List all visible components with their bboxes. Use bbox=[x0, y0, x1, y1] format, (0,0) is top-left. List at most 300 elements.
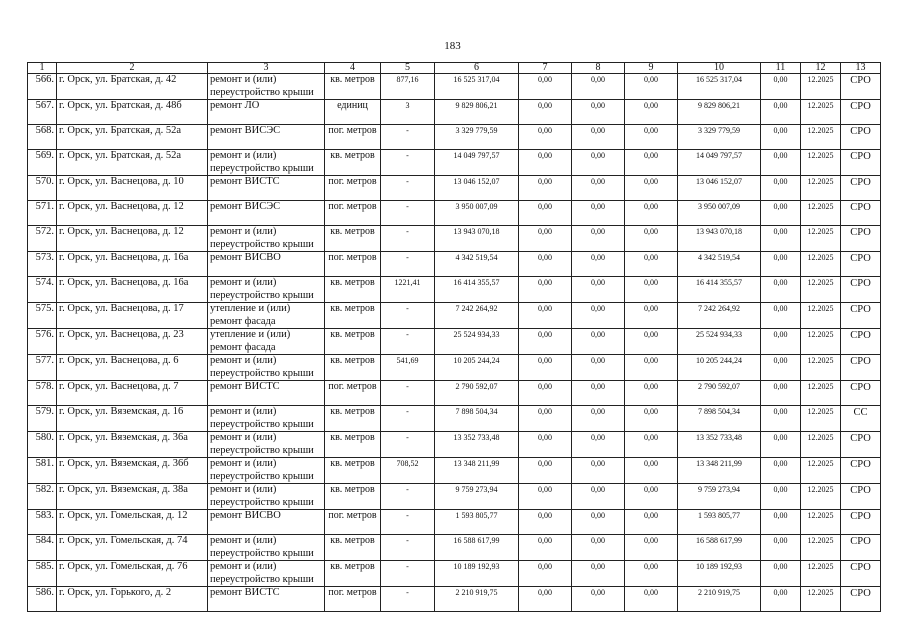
method-cell: СРО bbox=[841, 252, 881, 277]
total-cost-cell: 13 943 070,18 bbox=[435, 226, 519, 252]
row-number-cell: 572. bbox=[28, 226, 57, 252]
total-cost-cell: 16 588 617,99 bbox=[435, 535, 519, 561]
unit-cell: пог. метров bbox=[325, 176, 381, 201]
cost-col11-cell: 0,00 bbox=[761, 74, 801, 100]
quantity-cell: 541,69 bbox=[381, 355, 435, 381]
deadline-cell: 12.2025 bbox=[801, 510, 841, 535]
address-cell: г. Орск, ул. Васнецова, д. 6 bbox=[57, 355, 208, 381]
address-cell: г. Орск, ул. Васнецова, д. 7 bbox=[57, 381, 208, 406]
method-cell: СРО bbox=[841, 100, 881, 125]
cost-col10-cell: 10 205 244,24 bbox=[678, 355, 761, 381]
cost-col10-cell: 10 189 192,93 bbox=[678, 561, 761, 587]
row-number-cell: 574. bbox=[28, 277, 57, 303]
cost-col9-cell: 0,00 bbox=[625, 561, 678, 587]
table-row bbox=[28, 484, 881, 510]
row-number-cell: 583. bbox=[28, 510, 57, 535]
method-cell: СРО bbox=[841, 458, 881, 484]
address-cell: г. Орск, ул. Гомельская, д. 76 bbox=[57, 561, 208, 587]
total-cost-cell: 9 829 806,21 bbox=[435, 100, 519, 125]
column-header: 12 bbox=[801, 63, 841, 74]
total-cost-cell: 10 205 244,24 bbox=[435, 355, 519, 381]
table-row bbox=[28, 381, 881, 406]
column-header: 11 bbox=[761, 63, 801, 74]
work-type-cell: ремонт и (или) переустройство крыши bbox=[208, 226, 325, 252]
row-number-cell: 578. bbox=[28, 381, 57, 406]
deadline-cell: 12.2025 bbox=[801, 329, 841, 355]
cost-col10-cell: 25 524 934,33 bbox=[678, 329, 761, 355]
deadline-cell: 12.2025 bbox=[801, 303, 841, 329]
cost-col7-cell: 0,00 bbox=[519, 226, 572, 252]
column-header: 7 bbox=[519, 63, 572, 74]
work-type-cell: ремонт и (или) переустройство крыши bbox=[208, 535, 325, 561]
work-type-cell: ремонт ВИСЭС bbox=[208, 125, 325, 150]
total-cost-cell: 13 352 733,48 bbox=[435, 432, 519, 458]
unit-cell: пог. метров bbox=[325, 125, 381, 150]
deadline-cell: 12.2025 bbox=[801, 252, 841, 277]
total-cost-cell: 3 950 007,09 bbox=[435, 201, 519, 226]
method-cell: СРО bbox=[841, 201, 881, 226]
cost-col9-cell: 0,00 bbox=[625, 201, 678, 226]
address-cell: г. Орск, ул. Васнецова, д. 23 bbox=[57, 329, 208, 355]
quantity-cell: - bbox=[381, 125, 435, 150]
cost-col8-cell: 0,00 bbox=[572, 406, 625, 432]
total-cost-cell: 7 898 504,34 bbox=[435, 406, 519, 432]
unit-cell: пог. метров bbox=[325, 510, 381, 535]
cost-col7-cell: 0,00 bbox=[519, 100, 572, 125]
cost-col8-cell: 0,00 bbox=[572, 432, 625, 458]
deadline-cell: 12.2025 bbox=[801, 176, 841, 201]
deadline-cell: 12.2025 bbox=[801, 201, 841, 226]
cost-col10-cell: 16 588 617,99 bbox=[678, 535, 761, 561]
table-row bbox=[28, 176, 881, 201]
unit-cell: кв. метров bbox=[325, 303, 381, 329]
deadline-cell: 12.2025 bbox=[801, 406, 841, 432]
row-number-cell: 569. bbox=[28, 150, 57, 176]
cost-col10-cell: 14 049 797,57 bbox=[678, 150, 761, 176]
unit-cell: кв. метров bbox=[325, 535, 381, 561]
cost-col11-cell: 0,00 bbox=[761, 432, 801, 458]
cost-col9-cell: 0,00 bbox=[625, 432, 678, 458]
method-cell: СРО bbox=[841, 74, 881, 100]
unit-cell: пог. метров bbox=[325, 381, 381, 406]
method-cell: СРО bbox=[841, 303, 881, 329]
cost-col9-cell: 0,00 bbox=[625, 458, 678, 484]
quantity-cell: - bbox=[381, 432, 435, 458]
method-cell: СРО bbox=[841, 587, 881, 612]
cost-col11-cell: 0,00 bbox=[761, 150, 801, 176]
work-type-cell: ремонт ВИСТС bbox=[208, 176, 325, 201]
cost-col7-cell: 0,00 bbox=[519, 150, 572, 176]
table-row bbox=[28, 510, 881, 535]
method-cell: СРО bbox=[841, 125, 881, 150]
table-row bbox=[28, 303, 881, 329]
method-cell: СРО bbox=[841, 510, 881, 535]
cost-col11-cell: 0,00 bbox=[761, 406, 801, 432]
unit-cell: кв. метров bbox=[325, 329, 381, 355]
total-cost-cell: 7 242 264,92 bbox=[435, 303, 519, 329]
cost-col11-cell: 0,00 bbox=[761, 510, 801, 535]
table-row bbox=[28, 406, 881, 432]
column-header: 9 bbox=[625, 63, 678, 74]
cost-col9-cell: 0,00 bbox=[625, 329, 678, 355]
method-cell: СРО bbox=[841, 381, 881, 406]
cost-col10-cell: 16 525 317,04 bbox=[678, 74, 761, 100]
total-cost-cell: 1 593 805,77 bbox=[435, 510, 519, 535]
table-row bbox=[28, 458, 881, 484]
column-header: 2 bbox=[57, 63, 208, 74]
repair-program-table bbox=[27, 62, 881, 612]
address-cell: г. Орск, ул. Вяземская, д. 36а bbox=[57, 432, 208, 458]
unit-cell: пог. метров bbox=[325, 252, 381, 277]
method-cell: СРО bbox=[841, 355, 881, 381]
cost-col7-cell: 0,00 bbox=[519, 484, 572, 510]
deadline-cell: 12.2025 bbox=[801, 226, 841, 252]
table-row bbox=[28, 329, 881, 355]
work-type-cell: ремонт и (или) переустройство крыши bbox=[208, 355, 325, 381]
cost-col10-cell: 9 759 273,94 bbox=[678, 484, 761, 510]
work-type-cell: ремонт и (или) переустройство крыши bbox=[208, 74, 325, 100]
column-header: 13 bbox=[841, 63, 881, 74]
work-type-cell: ремонт и (или) переустройство крыши bbox=[208, 458, 325, 484]
unit-cell: кв. метров bbox=[325, 406, 381, 432]
column-header: 1 bbox=[28, 63, 57, 74]
address-cell: г. Орск, ул. Вяземская, д. 38а bbox=[57, 484, 208, 510]
row-number-cell: 581. bbox=[28, 458, 57, 484]
method-cell: СРО bbox=[841, 561, 881, 587]
cost-col10-cell: 16 414 355,57 bbox=[678, 277, 761, 303]
table-row bbox=[28, 355, 881, 381]
address-cell: г. Орск, ул. Васнецова, д. 17 bbox=[57, 303, 208, 329]
column-header: 8 bbox=[572, 63, 625, 74]
cost-col7-cell: 0,00 bbox=[519, 201, 572, 226]
cost-col9-cell: 0,00 bbox=[625, 277, 678, 303]
row-number-cell: 570. bbox=[28, 176, 57, 201]
page-number: 183 bbox=[444, 40, 461, 52]
total-cost-cell: 10 189 192,93 bbox=[435, 561, 519, 587]
cost-col11-cell: 0,00 bbox=[761, 226, 801, 252]
quantity-cell: 1221,41 bbox=[381, 277, 435, 303]
total-cost-cell: 14 049 797,57 bbox=[435, 150, 519, 176]
work-type-cell: ремонт ЛО bbox=[208, 100, 325, 125]
method-cell: СРО bbox=[841, 176, 881, 201]
cost-col9-cell: 0,00 bbox=[625, 381, 678, 406]
method-cell: СРО bbox=[841, 150, 881, 176]
cost-col8-cell: 0,00 bbox=[572, 277, 625, 303]
work-type-cell: утепление и (или) ремонт фасада bbox=[208, 303, 325, 329]
cost-col9-cell: 0,00 bbox=[625, 355, 678, 381]
address-cell: г. Орск, ул. Братская, д. 48б bbox=[57, 100, 208, 125]
table-row bbox=[28, 125, 881, 150]
table-row bbox=[28, 150, 881, 176]
cost-col11-cell: 0,00 bbox=[761, 381, 801, 406]
cost-col9-cell: 0,00 bbox=[625, 150, 678, 176]
cost-col9-cell: 0,00 bbox=[625, 252, 678, 277]
cost-col10-cell: 2 210 919,75 bbox=[678, 587, 761, 612]
address-cell: г. Орск, ул. Братская, д. 42 bbox=[57, 74, 208, 100]
address-cell: г. Орск, ул. Гомельская, д. 74 bbox=[57, 535, 208, 561]
cost-col8-cell: 0,00 bbox=[572, 176, 625, 201]
deadline-cell: 12.2025 bbox=[801, 74, 841, 100]
column-header: 4 bbox=[325, 63, 381, 74]
address-cell: г. Орск, ул. Васнецова, д. 16а bbox=[57, 252, 208, 277]
quantity-cell: - bbox=[381, 252, 435, 277]
cost-col7-cell: 0,00 bbox=[519, 510, 572, 535]
total-cost-cell: 2 790 592,07 bbox=[435, 381, 519, 406]
unit-cell: кв. метров bbox=[325, 432, 381, 458]
row-number-cell: 582. bbox=[28, 484, 57, 510]
column-header: 5 bbox=[381, 63, 435, 74]
cost-col11-cell: 0,00 bbox=[761, 176, 801, 201]
cost-col11-cell: 0,00 bbox=[761, 252, 801, 277]
deadline-cell: 12.2025 bbox=[801, 381, 841, 406]
quantity-cell: - bbox=[381, 510, 435, 535]
table-row bbox=[28, 252, 881, 277]
row-number-cell: 584. bbox=[28, 535, 57, 561]
table-row bbox=[28, 587, 881, 612]
cost-col7-cell: 0,00 bbox=[519, 125, 572, 150]
unit-cell: единиц bbox=[325, 100, 381, 125]
cost-col8-cell: 0,00 bbox=[572, 381, 625, 406]
row-number-cell: 579. bbox=[28, 406, 57, 432]
table-row bbox=[28, 100, 881, 125]
unit-cell: пог. метров bbox=[325, 201, 381, 226]
work-type-cell: ремонт и (или) переустройство крыши bbox=[208, 561, 325, 587]
deadline-cell: 12.2025 bbox=[801, 150, 841, 176]
total-cost-cell: 9 759 273,94 bbox=[435, 484, 519, 510]
address-cell: г. Орск, ул. Братская, д. 52а bbox=[57, 125, 208, 150]
address-cell: г. Орск, ул. Горького, д. 2 bbox=[57, 587, 208, 612]
row-number-cell: 577. bbox=[28, 355, 57, 381]
cost-col7-cell: 0,00 bbox=[519, 561, 572, 587]
work-type-cell: ремонт и (или) переустройство крыши bbox=[208, 406, 325, 432]
work-type-cell: ремонт ВИСВО bbox=[208, 510, 325, 535]
work-type-cell: утепление и (или) ремонт фасада bbox=[208, 329, 325, 355]
cost-col7-cell: 0,00 bbox=[519, 381, 572, 406]
total-cost-cell: 4 342 519,54 bbox=[435, 252, 519, 277]
cost-col11-cell: 0,00 bbox=[761, 303, 801, 329]
deadline-cell: 12.2025 bbox=[801, 125, 841, 150]
quantity-cell: - bbox=[381, 535, 435, 561]
cost-col11-cell: 0,00 bbox=[761, 355, 801, 381]
cost-col10-cell: 13 348 211,99 bbox=[678, 458, 761, 484]
cost-col10-cell: 7 242 264,92 bbox=[678, 303, 761, 329]
cost-col10-cell: 2 790 592,07 bbox=[678, 381, 761, 406]
method-cell: СРО bbox=[841, 432, 881, 458]
cost-col8-cell: 0,00 bbox=[572, 100, 625, 125]
work-type-cell: ремонт и (или) переустройство крыши bbox=[208, 484, 325, 510]
cost-col9-cell: 0,00 bbox=[625, 100, 678, 125]
work-type-cell: ремонт ВИСВО bbox=[208, 252, 325, 277]
cost-col10-cell: 7 898 504,34 bbox=[678, 406, 761, 432]
cost-col9-cell: 0,00 bbox=[625, 74, 678, 100]
quantity-cell: - bbox=[381, 381, 435, 406]
address-cell: г. Орск, ул. Васнецова, д. 12 bbox=[57, 226, 208, 252]
table-row bbox=[28, 561, 881, 587]
table-row bbox=[28, 201, 881, 226]
address-cell: г. Орск, ул. Васнецова, д. 10 bbox=[57, 176, 208, 201]
cost-col11-cell: 0,00 bbox=[761, 125, 801, 150]
cost-col11-cell: 0,00 bbox=[761, 458, 801, 484]
quantity-cell: - bbox=[381, 226, 435, 252]
address-cell: г. Орск, ул. Гомельская, д. 12 bbox=[57, 510, 208, 535]
cost-col7-cell: 0,00 bbox=[519, 303, 572, 329]
cost-col8-cell: 0,00 bbox=[572, 587, 625, 612]
cost-col11-cell: 0,00 bbox=[761, 484, 801, 510]
total-cost-cell: 16 525 317,04 bbox=[435, 74, 519, 100]
row-number-cell: 580. bbox=[28, 432, 57, 458]
deadline-cell: 12.2025 bbox=[801, 277, 841, 303]
total-cost-cell: 13 046 152,07 bbox=[435, 176, 519, 201]
quantity-cell: - bbox=[381, 150, 435, 176]
cost-col7-cell: 0,00 bbox=[519, 355, 572, 381]
unit-cell: кв. метров bbox=[325, 561, 381, 587]
cost-col8-cell: 0,00 bbox=[572, 458, 625, 484]
cost-col9-cell: 0,00 bbox=[625, 535, 678, 561]
cost-col9-cell: 0,00 bbox=[625, 303, 678, 329]
cost-col10-cell: 13 943 070,18 bbox=[678, 226, 761, 252]
cost-col7-cell: 0,00 bbox=[519, 74, 572, 100]
quantity-cell: - bbox=[381, 303, 435, 329]
total-cost-cell: 16 414 355,57 bbox=[435, 277, 519, 303]
deadline-cell: 12.2025 bbox=[801, 100, 841, 125]
cost-col7-cell: 0,00 bbox=[519, 252, 572, 277]
unit-cell: кв. метров bbox=[325, 355, 381, 381]
quantity-cell: - bbox=[381, 176, 435, 201]
cost-col10-cell: 13 352 733,48 bbox=[678, 432, 761, 458]
table-row bbox=[28, 535, 881, 561]
unit-cell: кв. метров bbox=[325, 74, 381, 100]
cost-col10-cell: 9 829 806,21 bbox=[678, 100, 761, 125]
cost-col11-cell: 0,00 bbox=[761, 277, 801, 303]
cost-col9-cell: 0,00 bbox=[625, 587, 678, 612]
quantity-cell: 708,52 bbox=[381, 458, 435, 484]
table-row bbox=[28, 226, 881, 252]
cost-col7-cell: 0,00 bbox=[519, 535, 572, 561]
cost-col10-cell: 3 950 007,09 bbox=[678, 201, 761, 226]
method-cell: СРО bbox=[841, 535, 881, 561]
row-number-cell: 573. bbox=[28, 252, 57, 277]
total-cost-cell: 2 210 919,75 bbox=[435, 587, 519, 612]
cost-col8-cell: 0,00 bbox=[572, 355, 625, 381]
cost-col11-cell: 0,00 bbox=[761, 587, 801, 612]
unit-cell: кв. метров bbox=[325, 150, 381, 176]
row-number-cell: 576. bbox=[28, 329, 57, 355]
work-type-cell: ремонт ВИСТС bbox=[208, 587, 325, 612]
row-number-cell: 567. bbox=[28, 100, 57, 125]
quantity-cell: - bbox=[381, 484, 435, 510]
cost-col8-cell: 0,00 bbox=[572, 226, 625, 252]
cost-col7-cell: 0,00 bbox=[519, 587, 572, 612]
cost-col11-cell: 0,00 bbox=[761, 561, 801, 587]
address-cell: г. Орск, ул. Васнецова, д. 16а bbox=[57, 277, 208, 303]
cost-col10-cell: 1 593 805,77 bbox=[678, 510, 761, 535]
cost-col10-cell: 3 329 779,59 bbox=[678, 125, 761, 150]
cost-col7-cell: 0,00 bbox=[519, 432, 572, 458]
cost-col8-cell: 0,00 bbox=[572, 484, 625, 510]
deadline-cell: 12.2025 bbox=[801, 484, 841, 510]
quantity-cell: 877,16 bbox=[381, 74, 435, 100]
quantity-cell: - bbox=[381, 406, 435, 432]
cost-col8-cell: 0,00 bbox=[572, 561, 625, 587]
cost-col8-cell: 0,00 bbox=[572, 150, 625, 176]
cost-col9-cell: 0,00 bbox=[625, 125, 678, 150]
table-row bbox=[28, 432, 881, 458]
quantity-cell: - bbox=[381, 587, 435, 612]
address-cell: г. Орск, ул. Васнецова, д. 12 bbox=[57, 201, 208, 226]
table-row bbox=[28, 74, 881, 100]
row-number-cell: 586. bbox=[28, 587, 57, 612]
method-cell: СРО bbox=[841, 484, 881, 510]
unit-cell: кв. метров bbox=[325, 458, 381, 484]
method-cell: СРО bbox=[841, 277, 881, 303]
cost-col8-cell: 0,00 bbox=[572, 201, 625, 226]
cost-col10-cell: 13 046 152,07 bbox=[678, 176, 761, 201]
cost-col7-cell: 0,00 bbox=[519, 176, 572, 201]
quantity-cell: - bbox=[381, 561, 435, 587]
deadline-cell: 12.2025 bbox=[801, 535, 841, 561]
work-type-cell: ремонт и (или) переустройство крыши bbox=[208, 150, 325, 176]
cost-col8-cell: 0,00 bbox=[572, 74, 625, 100]
quantity-cell: 3 bbox=[381, 100, 435, 125]
address-cell: г. Орск, ул. Братская, д. 52а bbox=[57, 150, 208, 176]
row-number-cell: 566. bbox=[28, 74, 57, 100]
cost-col8-cell: 0,00 bbox=[572, 252, 625, 277]
deadline-cell: 12.2025 bbox=[801, 587, 841, 612]
cost-col9-cell: 0,00 bbox=[625, 176, 678, 201]
cost-col7-cell: 0,00 bbox=[519, 406, 572, 432]
cost-col9-cell: 0,00 bbox=[625, 406, 678, 432]
address-cell: г. Орск, ул. Вяземская, д. 36б bbox=[57, 458, 208, 484]
quantity-cell: - bbox=[381, 201, 435, 226]
cost-col11-cell: 0,00 bbox=[761, 329, 801, 355]
unit-cell: кв. метров bbox=[325, 226, 381, 252]
cost-col8-cell: 0,00 bbox=[572, 510, 625, 535]
cost-col7-cell: 0,00 bbox=[519, 277, 572, 303]
unit-cell: кв. метров bbox=[325, 277, 381, 303]
work-type-cell: ремонт ВИСТС bbox=[208, 381, 325, 406]
method-cell: СС bbox=[841, 406, 881, 432]
row-number-cell: 585. bbox=[28, 561, 57, 587]
column-header: 10 bbox=[678, 63, 761, 74]
cost-col11-cell: 0,00 bbox=[761, 535, 801, 561]
unit-cell: пог. метров bbox=[325, 587, 381, 612]
cost-col7-cell: 0,00 bbox=[519, 458, 572, 484]
row-number-cell: 571. bbox=[28, 201, 57, 226]
work-type-cell: ремонт и (или) переустройство крыши bbox=[208, 277, 325, 303]
deadline-cell: 12.2025 bbox=[801, 355, 841, 381]
deadline-cell: 12.2025 bbox=[801, 458, 841, 484]
quantity-cell: - bbox=[381, 329, 435, 355]
deadline-cell: 12.2025 bbox=[801, 561, 841, 587]
unit-cell: кв. метров bbox=[325, 484, 381, 510]
row-number-cell: 575. bbox=[28, 303, 57, 329]
method-cell: СРО bbox=[841, 329, 881, 355]
table-row bbox=[28, 277, 881, 303]
column-header: 3 bbox=[208, 63, 325, 74]
column-header: 6 bbox=[435, 63, 519, 74]
cost-col11-cell: 0,00 bbox=[761, 100, 801, 125]
table-body bbox=[28, 74, 881, 612]
cost-col9-cell: 0,00 bbox=[625, 484, 678, 510]
row-number-cell: 568. bbox=[28, 125, 57, 150]
cost-col9-cell: 0,00 bbox=[625, 226, 678, 252]
cost-col8-cell: 0,00 bbox=[572, 303, 625, 329]
cost-col10-cell: 4 342 519,54 bbox=[678, 252, 761, 277]
total-cost-cell: 25 524 934,33 bbox=[435, 329, 519, 355]
work-type-cell: ремонт и (или) переустройство крыши bbox=[208, 432, 325, 458]
work-type-cell: ремонт ВИСЭС bbox=[208, 201, 325, 226]
total-cost-cell: 13 348 211,99 bbox=[435, 458, 519, 484]
